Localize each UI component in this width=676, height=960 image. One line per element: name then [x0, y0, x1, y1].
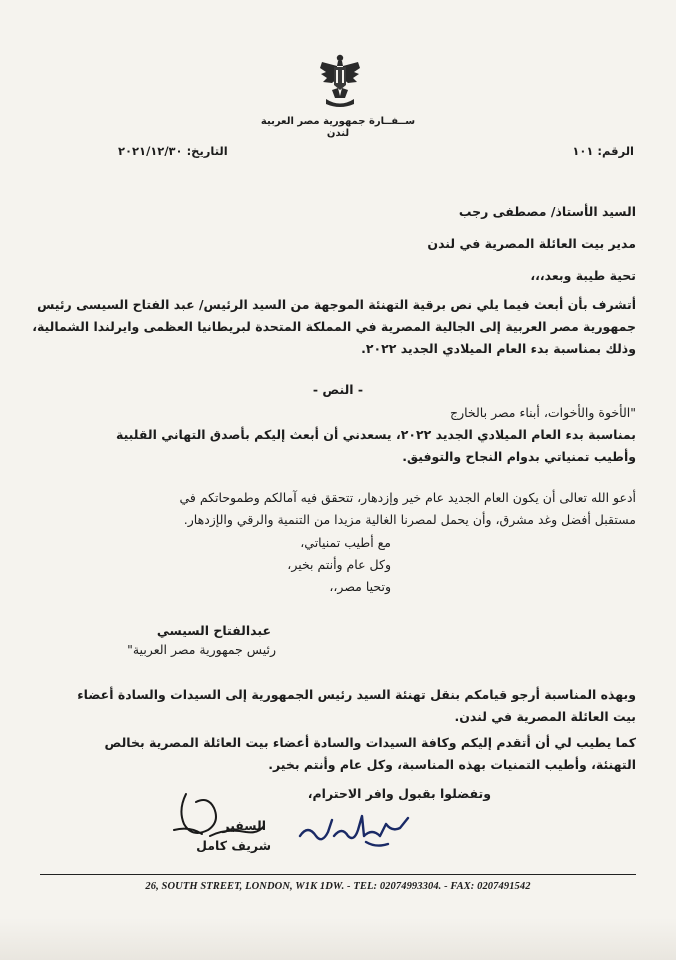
body-line: وبهذه المناسبة أرجو قيامكم بنقل تهنئة السيد رئيس الجمهورية إلى السيدات والسادة أعضاء [77, 687, 636, 702]
footer-address: 26, SOUTH STREET, LONDON, W1K 1DW. - TEL: 02074993304. - FAX: 0207491542 [145, 881, 531, 892]
footer-rule [40, 874, 636, 875]
ambassador-signature [150, 786, 270, 846]
president-name: عبدالفتاح السيسي [156, 623, 271, 638]
addressee-title: مدير بيت العائلة المصرية في لندن [427, 236, 636, 251]
embassy-name: ســفــارة جمهورية مصر العربية [260, 116, 416, 127]
embassy-city: لندن [326, 128, 350, 139]
addressee-name: السيد الأستاذ/ مصطفى رجب [458, 204, 636, 219]
message-line: وأطيب تمنياتي بدوام النجاح والتوفيق. [402, 449, 636, 464]
body-line: التهنئة، وأطيب التمنيات بهذه المناسبة، وكل عام وأنتم بخير. [268, 757, 636, 772]
letter-date: التاريخ: ٢٠٢١/١٢/٣٠ [118, 144, 228, 158]
message-line: أدعو الله تعالى أن يكون العام الجديد عام خير وإزدهار، تتحقق فيه آمالكم وطموحاتكم في [179, 490, 636, 505]
reference-number: الرقم: ١٠١ [572, 144, 634, 158]
intro-line: جمهورية مصر العربية إلى الجالية المصرية في المملكة المتحدة لبريطانيا العظمى وايرلندا الشمالية، [32, 319, 636, 334]
text-heading: - النص - [312, 382, 364, 397]
intro-line: أتشرف بأن أبعث فيما يلي نص برقية التهنئة الموجهة من السيد الرئيس/ عبد الفتاح السيسى رئيس [37, 297, 636, 312]
body-line: بيت العائلة المصرية في لندن. [454, 709, 636, 724]
ambassador-title: السفير [222, 818, 266, 833]
message-line: بمناسبة بدء العام الميلادي الجديد ٢٠٢٢، يسعدني أن أبعث إليكم بأصدق التهاني القلبية [116, 427, 636, 442]
message-closing: وكل عام وأنتم بخير، [287, 557, 391, 572]
ambassador-name: شريف كامل [196, 838, 271, 853]
president-title: رئيس جمهورية مصر العربية" [127, 642, 276, 657]
message-closing: مع أطيب تمنياتي، [300, 535, 391, 550]
paper-edge [0, 918, 676, 960]
eagle-emblem-icon [318, 52, 362, 110]
handwritten-closing-signature [296, 806, 416, 852]
regards: وتفضلوا بقبول وافر الاحترام، [307, 786, 491, 801]
message-salutation: "الأخوة والأخوات، أبناء مصر بالخارج [450, 405, 636, 420]
message-line: مستقبل أفضل وغد مشرق، وأن يحمل لمصرنا الغالية مزيدا من التنمية والرقي والإزدهار. [183, 512, 636, 527]
body-line: كما يطيب لي أن أتقدم إليكم وكافة السيدات والسادة أعضاء بيت العائلة المصرية بخالص [104, 735, 636, 750]
intro-line: وذلك بمناسبة بدء العام الميلادي الجديد ٢٠٢٢. [361, 341, 636, 356]
message-closing: وتحيا مصر،، [329, 579, 391, 594]
greeting: تحية طيبة وبعد،،، [530, 268, 636, 283]
